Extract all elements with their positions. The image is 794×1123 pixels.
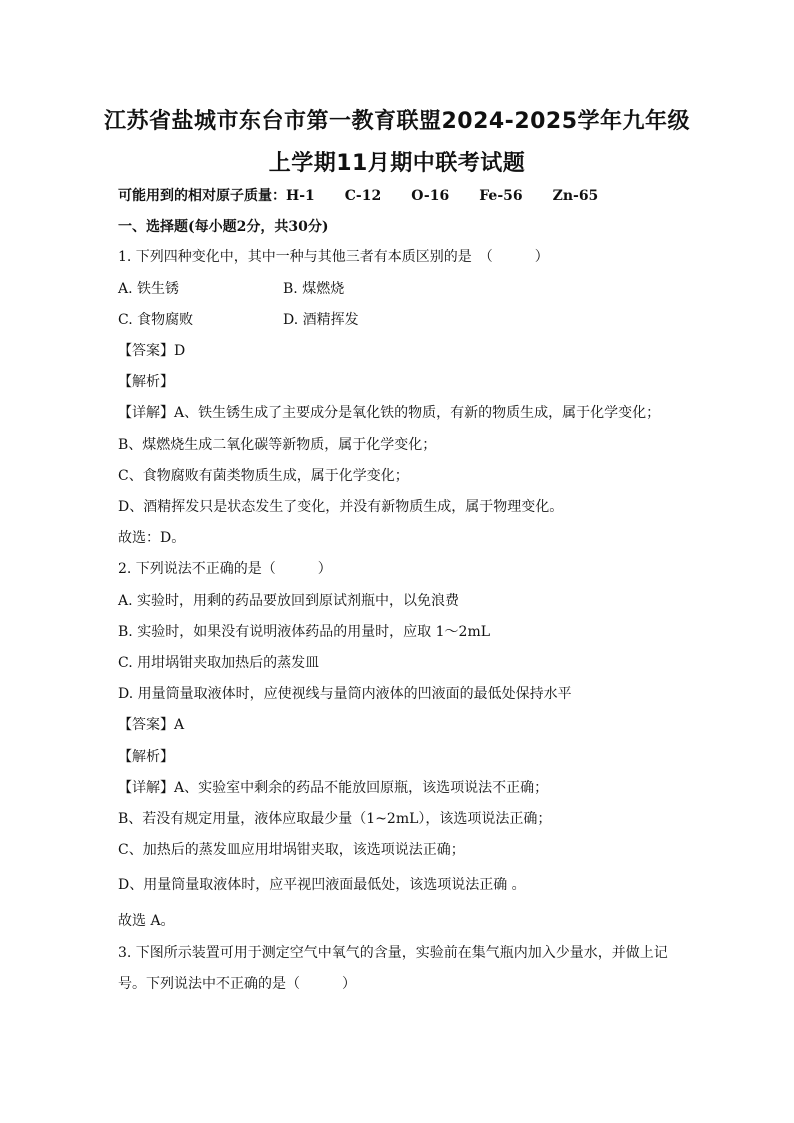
q2-option-b: B. 实验时，如果没有说明液体药品的用量时，应取 1～2mL bbox=[118, 624, 491, 640]
q3-stem-line2: 号。下列说法中不正确的是（ ） bbox=[118, 976, 356, 992]
q1-option-b: B. 煤燃烧 bbox=[283, 281, 345, 297]
q2-analysis-heading: 【解析】 bbox=[118, 749, 174, 765]
document-title-line1: 江苏省盐城市东台市第一教育联盟2024-2025学年九年级 bbox=[103, 109, 691, 134]
q1-detail-line: B、煤燃烧生成二氧化碳等新物质，属于化学变化； bbox=[118, 437, 437, 453]
q1-option-d: D. 酒精挥发 bbox=[283, 312, 359, 328]
atomic-mass-h: H-1 bbox=[286, 188, 315, 204]
section-heading: 一、选择题(每小题2分，共30分) bbox=[118, 219, 329, 235]
document-title-line2: 上学期11月期中联考试题 bbox=[268, 151, 526, 176]
atomic-masses bbox=[118, 187, 598, 205]
q1-stem: 1. 下列四种变化中，其中一种与其他三者有本质区别的是 （ ） bbox=[118, 249, 549, 265]
q2-detail-line: B、若没有规定用量，液体应取最少量（1~2mL），该选项说法正确； bbox=[118, 811, 552, 827]
q2-answer: 【答案】A bbox=[118, 717, 185, 733]
q1-detail-line: 【详解】A、铁生锈生成了主要成分是氧化铁的物质，有新的物质生成，属于化学变化； bbox=[118, 405, 661, 421]
q2-stem: 2. 下列说法不正确的是（ ） bbox=[118, 561, 332, 577]
atomic-masses-label: 可能用到的相对原子质量： bbox=[118, 188, 286, 204]
q2-option-a: A. 实验时，用剩的药品要放回到原试剂瓶中，以免浪费 bbox=[118, 593, 460, 609]
q2-detail-line: C、加热后的蒸发皿应用坩埚钳夹取，该选项说法正确； bbox=[118, 842, 465, 858]
q1-option-a: A. 铁生锈 bbox=[118, 281, 180, 297]
atomic-mass-c: C-12 bbox=[344, 188, 382, 204]
q1-option-c: C. 食物腐败 bbox=[118, 312, 194, 328]
q1-answer: 【答案】D bbox=[118, 343, 186, 359]
q1-detail-line: C、食物腐败有菌类物质生成，属于化学变化； bbox=[118, 468, 409, 484]
q2-conclusion: 故选 A。 bbox=[118, 913, 175, 929]
atomic-mass-zn: Zn-65 bbox=[552, 188, 599, 204]
q2-option-d: D. 用量筒量取液体时，应使视线与量筒内液体的凹液面的最低处保持水平 bbox=[118, 686, 572, 702]
atomic-mass-o: O-16 bbox=[411, 188, 450, 204]
q1-conclusion: 故选：D。 bbox=[118, 530, 186, 546]
atomic-mass-fe: Fe-56 bbox=[479, 188, 523, 204]
q2-detail-line: 【详解】A、实验室中剩余的药品不能放回原瓶，该选项说法不正确； bbox=[118, 780, 549, 796]
q1-detail-line: D、酒精挥发只是状态发生了变化，并没有新物质生成，属于物理变化。 bbox=[118, 499, 564, 515]
q2-option-c: C. 用坩埚钳夹取加热后的蒸发皿 bbox=[118, 655, 320, 671]
q2-detail-line: D、用量筒量取液体时，应平视凹液面最低处，该选项说法正确 。 bbox=[118, 877, 526, 893]
q1-analysis-heading: 【解析】 bbox=[118, 374, 174, 390]
q3-stem-line1: 3. 下图所示装置可用于测定空气中氧气的含量，实验前在集气瓶内加入少量水，并做上记 bbox=[118, 945, 668, 961]
